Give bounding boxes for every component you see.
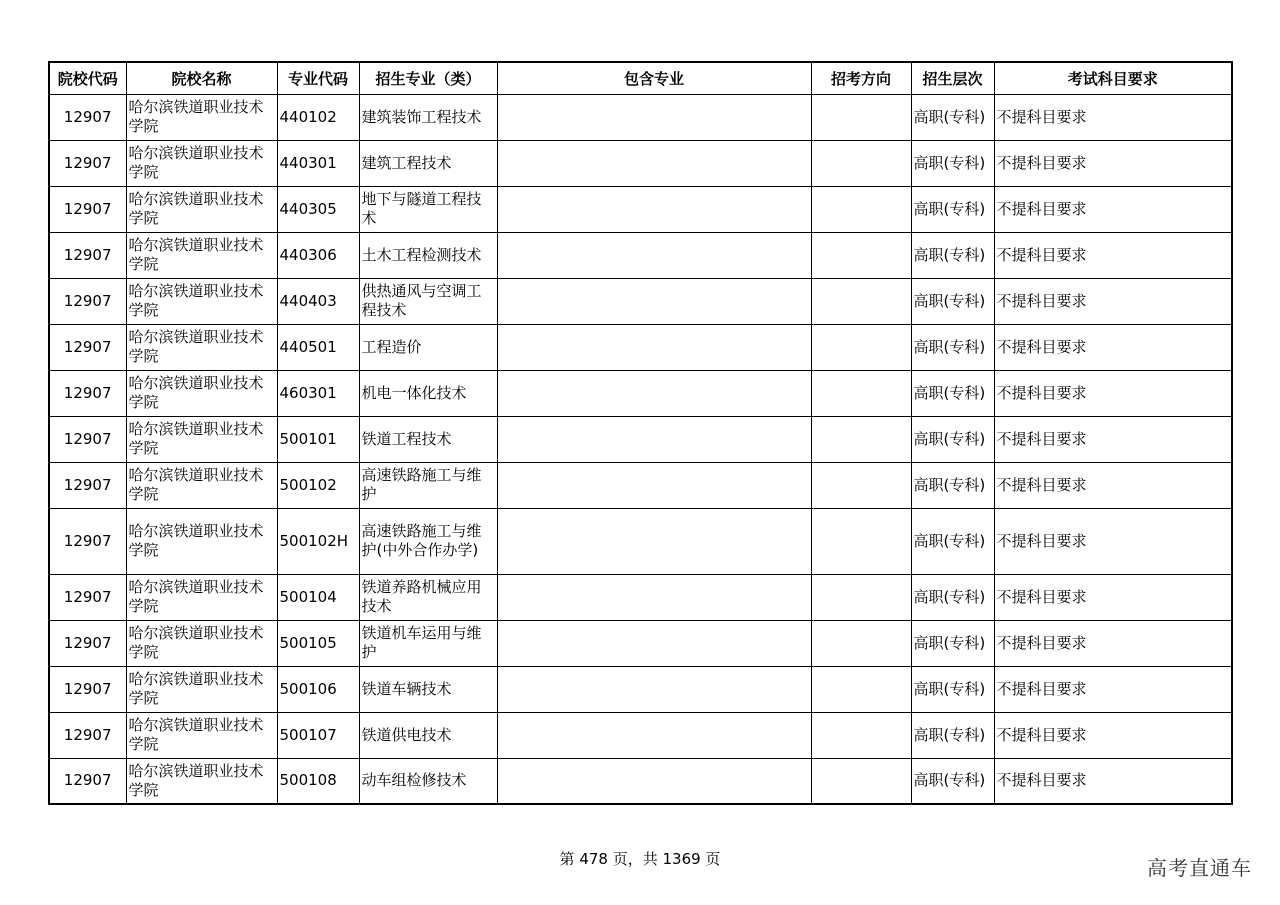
cell-school-code: 12907 [49,140,126,186]
cell-direction [811,508,911,574]
header-school-code: 院校代码 [49,62,126,94]
cell-requirement: 不提科目要求 [994,574,1232,620]
cell-includes [497,370,811,416]
cell-major-code: 460301 [277,370,359,416]
cell-direction [811,186,911,232]
cell-school-name: 哈尔滨铁道职业技术学院 [126,232,277,278]
header-school-name: 院校名称 [126,62,277,94]
cell-level: 高职(专科) [911,620,994,666]
cell-direction [811,94,911,140]
cell-major-code: 500104 [277,574,359,620]
cell-school-name: 哈尔滨铁道职业技术学院 [126,620,277,666]
cell-school-name: 哈尔滨铁道职业技术学院 [126,712,277,758]
cell-school-code: 12907 [49,462,126,508]
cell-major-code: 500108 [277,758,359,804]
header-row [49,62,1232,94]
cell-major: 动车组检修技术 [359,758,497,804]
cell-requirement: 不提科目要求 [994,232,1232,278]
cell-school-code: 12907 [49,712,126,758]
cell-major: 建筑工程技术 [359,140,497,186]
table-row [49,232,1232,278]
cell-includes [497,666,811,712]
cell-major: 高速铁路施工与维护 [359,462,497,508]
cell-school-name: 哈尔滨铁道职业技术学院 [126,416,277,462]
cell-includes [497,278,811,324]
cell-school-code: 12907 [49,620,126,666]
table-row [49,186,1232,232]
cell-level: 高职(专科) [911,370,994,416]
cell-school-code: 12907 [49,278,126,324]
header-includes: 包含专业 [497,62,811,94]
cell-requirement: 不提科目要求 [994,712,1232,758]
cell-school-name: 哈尔滨铁道职业技术学院 [126,278,277,324]
table-row [49,574,1232,620]
cell-major-code: 500101 [277,416,359,462]
cell-major-code: 440305 [277,186,359,232]
cell-direction [811,278,911,324]
cell-school-code: 12907 [49,666,126,712]
cell-major: 建筑装饰工程技术 [359,94,497,140]
cell-level: 高职(专科) [911,462,994,508]
cell-direction [811,370,911,416]
page-number: 第 478 页，共 1369 页 [559,850,721,868]
cell-school-name: 哈尔滨铁道职业技术学院 [126,574,277,620]
table-row [49,278,1232,324]
cell-requirement: 不提科目要求 [994,508,1232,574]
table-row [49,324,1232,370]
cell-includes [497,508,811,574]
cell-requirement: 不提科目要求 [994,620,1232,666]
cell-level: 高职(专科) [911,508,994,574]
cell-requirement: 不提科目要求 [994,666,1232,712]
cell-school-code: 12907 [49,508,126,574]
cell-level: 高职(专科) [911,324,994,370]
cell-school-code: 12907 [49,324,126,370]
cell-direction [811,232,911,278]
cell-direction [811,758,911,804]
cell-requirement: 不提科目要求 [994,278,1232,324]
cell-requirement: 不提科目要求 [994,462,1232,508]
cell-major-code: 440403 [277,278,359,324]
cell-includes [497,324,811,370]
cell-major-code: 440306 [277,232,359,278]
cell-requirement: 不提科目要求 [994,324,1232,370]
cell-major-code: 440501 [277,324,359,370]
cell-level: 高职(专科) [911,186,994,232]
cell-major: 铁道机车运用与维护 [359,620,497,666]
cell-school-code: 12907 [49,232,126,278]
table-row [49,94,1232,140]
header-direction: 招考方向 [811,62,911,94]
table-row [49,508,1232,574]
cell-direction [811,462,911,508]
cell-school-name: 哈尔滨铁道职业技术学院 [126,324,277,370]
cell-level: 高职(专科) [911,94,994,140]
cell-major-code: 500107 [277,712,359,758]
cell-major-code: 500106 [277,666,359,712]
cell-school-name: 哈尔滨铁道职业技术学院 [126,508,277,574]
cell-level: 高职(专科) [911,758,994,804]
cell-includes [497,574,811,620]
cell-includes [497,140,811,186]
table-row [49,620,1232,666]
cell-requirement: 不提科目要求 [994,140,1232,186]
cell-direction [811,574,911,620]
cell-school-code: 12907 [49,758,126,804]
header-requirement: 考试科目要求 [994,62,1232,94]
cell-direction [811,324,911,370]
cell-direction [811,140,911,186]
table-row [49,712,1232,758]
cell-includes [497,712,811,758]
cell-includes [497,232,811,278]
cell-major-code: 500102H [277,508,359,574]
table-row [49,370,1232,416]
table-row [49,462,1232,508]
cell-level: 高职(专科) [911,232,994,278]
cell-major: 供热通风与空调工程技术 [359,278,497,324]
cell-requirement: 不提科目要求 [994,370,1232,416]
cell-major: 高速铁路施工与维护(中外合作办学) [359,508,497,574]
cell-school-name: 哈尔滨铁道职业技术学院 [126,758,277,804]
cell-school-name: 哈尔滨铁道职业技术学院 [126,94,277,140]
header-major: 招生专业（类） [359,62,497,94]
cell-requirement: 不提科目要求 [994,186,1232,232]
cell-level: 高职(专科) [911,278,994,324]
table-row [49,758,1232,804]
cell-school-code: 12907 [49,186,126,232]
cell-major: 铁道工程技术 [359,416,497,462]
cell-includes [497,416,811,462]
cell-major: 工程造价 [359,324,497,370]
cell-major-code: 440102 [277,94,359,140]
cell-direction [811,416,911,462]
cell-includes [497,94,811,140]
cell-major-code: 500102 [277,462,359,508]
cell-level: 高职(专科) [911,416,994,462]
cell-major: 铁道养路机械应用技术 [359,574,497,620]
cell-major-code: 440301 [277,140,359,186]
cell-level: 高职(专科) [911,140,994,186]
cell-major: 铁道车辆技术 [359,666,497,712]
cell-school-name: 哈尔滨铁道职业技术学院 [126,462,277,508]
cell-direction [811,620,911,666]
watermark-logo: 高考直通车 [1147,856,1252,880]
admissions-table [48,61,1233,805]
cell-school-name: 哈尔滨铁道职业技术学院 [126,186,277,232]
cell-includes [497,620,811,666]
cell-direction [811,712,911,758]
cell-major: 土木工程检测技术 [359,232,497,278]
cell-includes [497,186,811,232]
cell-major: 地下与隧道工程技术 [359,186,497,232]
cell-school-name: 哈尔滨铁道职业技术学院 [126,370,277,416]
table-row [49,416,1232,462]
cell-school-code: 12907 [49,370,126,416]
cell-level: 高职(专科) [911,712,994,758]
cell-school-code: 12907 [49,416,126,462]
cell-level: 高职(专科) [911,666,994,712]
cell-direction [811,666,911,712]
cell-major-code: 500105 [277,620,359,666]
cell-major: 铁道供电技术 [359,712,497,758]
cell-requirement: 不提科目要求 [994,416,1232,462]
cell-school-name: 哈尔滨铁道职业技术学院 [126,140,277,186]
header-major-code: 专业代码 [277,62,359,94]
cell-level: 高职(专科) [911,574,994,620]
cell-includes [497,758,811,804]
cell-major: 机电一体化技术 [359,370,497,416]
cell-includes [497,462,811,508]
table-row [49,666,1232,712]
cell-school-code: 12907 [49,94,126,140]
cell-school-name: 哈尔滨铁道职业技术学院 [126,666,277,712]
cell-requirement: 不提科目要求 [994,94,1232,140]
cell-school-code: 12907 [49,574,126,620]
header-level: 招生层次 [911,62,994,94]
table-row [49,140,1232,186]
cell-requirement: 不提科目要求 [994,758,1232,804]
